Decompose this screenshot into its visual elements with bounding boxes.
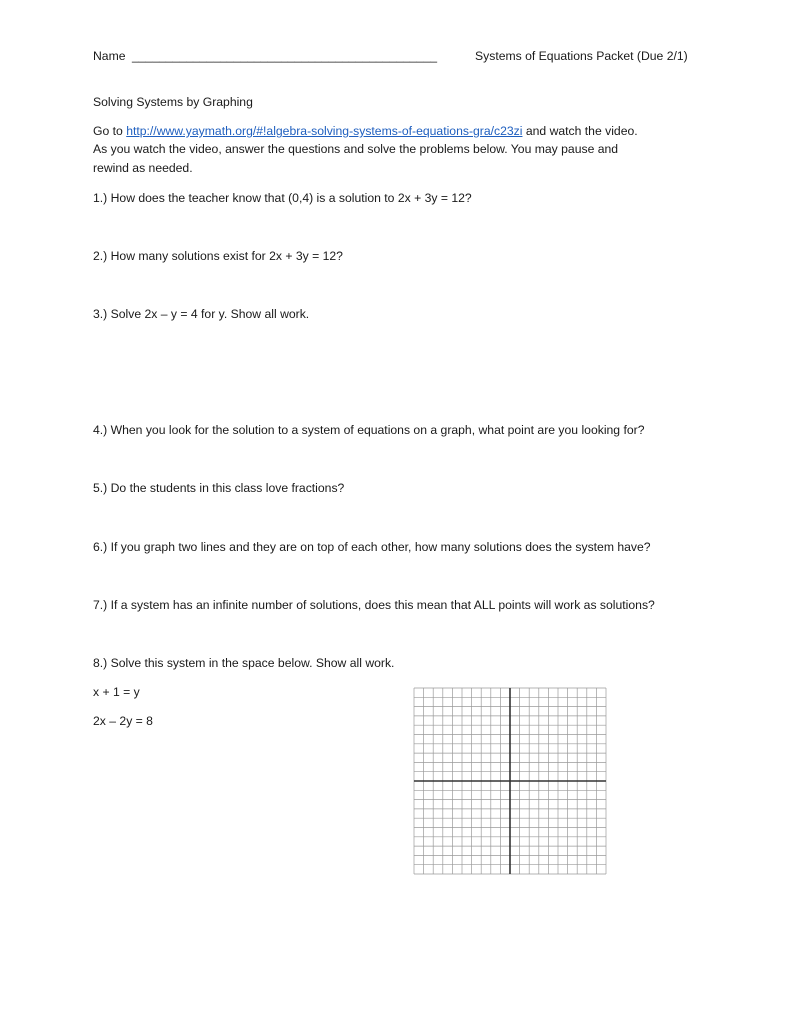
question-1: 1.) How does the teacher know that (0,4) is a solution to 2x + 3y = 12? <box>93 191 472 205</box>
question-6: 6.) If you graph two lines and they are on top of each other, how many solutions does the system have? <box>93 540 651 554</box>
name-label: Name <box>93 49 126 63</box>
intro-line-2: As you watch the video, answer the questions and solve the problems below. You may pause and <box>93 142 619 156</box>
system-equation-2: 2x – 2y = 8 <box>93 714 153 728</box>
intro-after-link: and watch the video. <box>522 124 638 138</box>
packet-title: Systems of Equations Packet (Due 2/1) <box>475 49 688 63</box>
question-5: 5.) Do the students in this class love fractions? <box>93 481 345 495</box>
video-link[interactable]: http://www.yaymath.org/#!algebra-solving-systems-of-equations-gra/c23zi <box>126 124 523 138</box>
intro-line-3: rewind as needed. <box>93 161 193 175</box>
question-3: 3.) Solve 2x – y = 4 for y. Show all work. <box>93 307 310 321</box>
name-blank[interactable]: _____________________________________________ <box>132 49 438 63</box>
section-title: Solving Systems by Graphing <box>93 95 253 109</box>
question-2: 2.) How many solutions exist for 2x + 3y = 12? <box>93 249 343 263</box>
question-7: 7.) If a system has an infinite number of solutions, does this mean that ALL points will work as solutions? <box>93 598 655 612</box>
graph-grid[interactable] <box>413 687 607 875</box>
question-8: 8.) Solve this system in the space below. Show all work. <box>93 656 395 670</box>
question-4: 4.) When you look for the solution to a system of equations on a graph, what point are you looking for? <box>93 423 645 437</box>
system-equation-1: x + 1 = y <box>93 685 140 699</box>
intro-line-1 <box>93 125 638 137</box>
intro-go-to: Go to <box>93 124 127 138</box>
